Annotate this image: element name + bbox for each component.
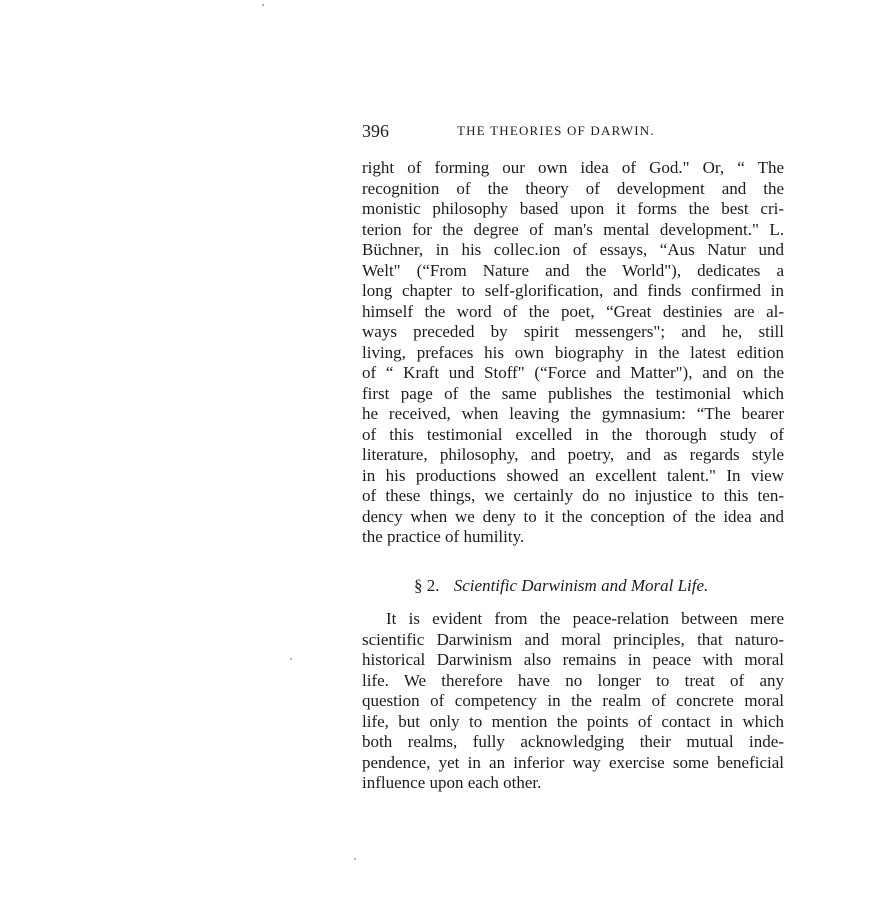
- text-line: Welt" (“From Nature and the World"), dedicates a: [362, 260, 784, 280]
- paragraph-buchner: [362, 158, 784, 548]
- text-line: It is evident from the peace-relation between mere: [386, 609, 784, 628]
- page-number: 396: [362, 121, 389, 141]
- text-line: right of forming our own idea of God." Or, “ The: [362, 158, 784, 177]
- paragraph-moral-life: [362, 609, 784, 794]
- text-line: of “ Kraft und Stoff" (“Force and Matter"), and on the: [362, 363, 784, 382]
- text-line: life, but only to mention the points of contact in which: [362, 711, 784, 731]
- text-line: of this testimonial excelled in the thorough study of: [362, 424, 784, 444]
- section-title: Scientific Darwinism and Moral Life.: [453, 576, 709, 595]
- text-line: both realms, fully acknowledging their mutual inde-: [362, 732, 784, 751]
- text-line: dency when we deny to it the conception of the idea and: [362, 506, 784, 526]
- text-line: literature, philosophy, and poetry, and as regards style: [362, 445, 784, 464]
- text-line: influence upon each other.: [362, 773, 542, 792]
- text-line: recognition of the theory of development and the: [362, 178, 784, 198]
- scan-speck: [354, 858, 356, 860]
- text-line: of these things, we certainly do no injustice to this ten-: [362, 486, 784, 505]
- section-heading: [414, 576, 708, 596]
- text-line: terion for the degree of man's mental development." L.: [362, 219, 784, 239]
- section-number: § 2.: [414, 576, 440, 595]
- text-line: ways preceded by spirit messengers"; and he, still: [362, 322, 784, 341]
- running-title: THE THEORIES OF DARWIN.: [457, 123, 655, 138]
- text-line: living, prefaces his own biography in the latest edition: [362, 342, 784, 362]
- text-line: question of competency in the realm of concrete moral: [362, 691, 784, 710]
- text-line: himself the word of the poet, “Great destinies are al-: [362, 301, 784, 321]
- text-line: the practice of humility.: [362, 527, 525, 546]
- text-line: he received, when leaving the gymnasium: “The bearer: [362, 404, 784, 423]
- text-line: Büchner, in his collec.ion of essays, “Aus Natur und: [362, 240, 784, 259]
- text-line: in his productions showed an excellent talent." In view: [362, 465, 784, 485]
- text-line: pendence, yet in an inferior way exercise some beneficial: [362, 752, 784, 772]
- scan-speck: [290, 658, 292, 660]
- text-line: long chapter to self-glorification, and finds confirmed in: [362, 281, 784, 300]
- scan-speck: [262, 4, 264, 6]
- text-line: first page of the same publishes the testimonial which: [362, 383, 784, 403]
- text-line: historical Darwinism also remains in peace with moral: [362, 650, 784, 669]
- text-line: monistic philosophy based upon it forms the best cri-: [362, 199, 784, 218]
- running-head: [362, 121, 784, 141]
- text-line: scientific Darwinism and moral principles, that naturo-: [362, 629, 784, 649]
- text-line: life. We therefore have no longer to treat of any: [362, 670, 784, 690]
